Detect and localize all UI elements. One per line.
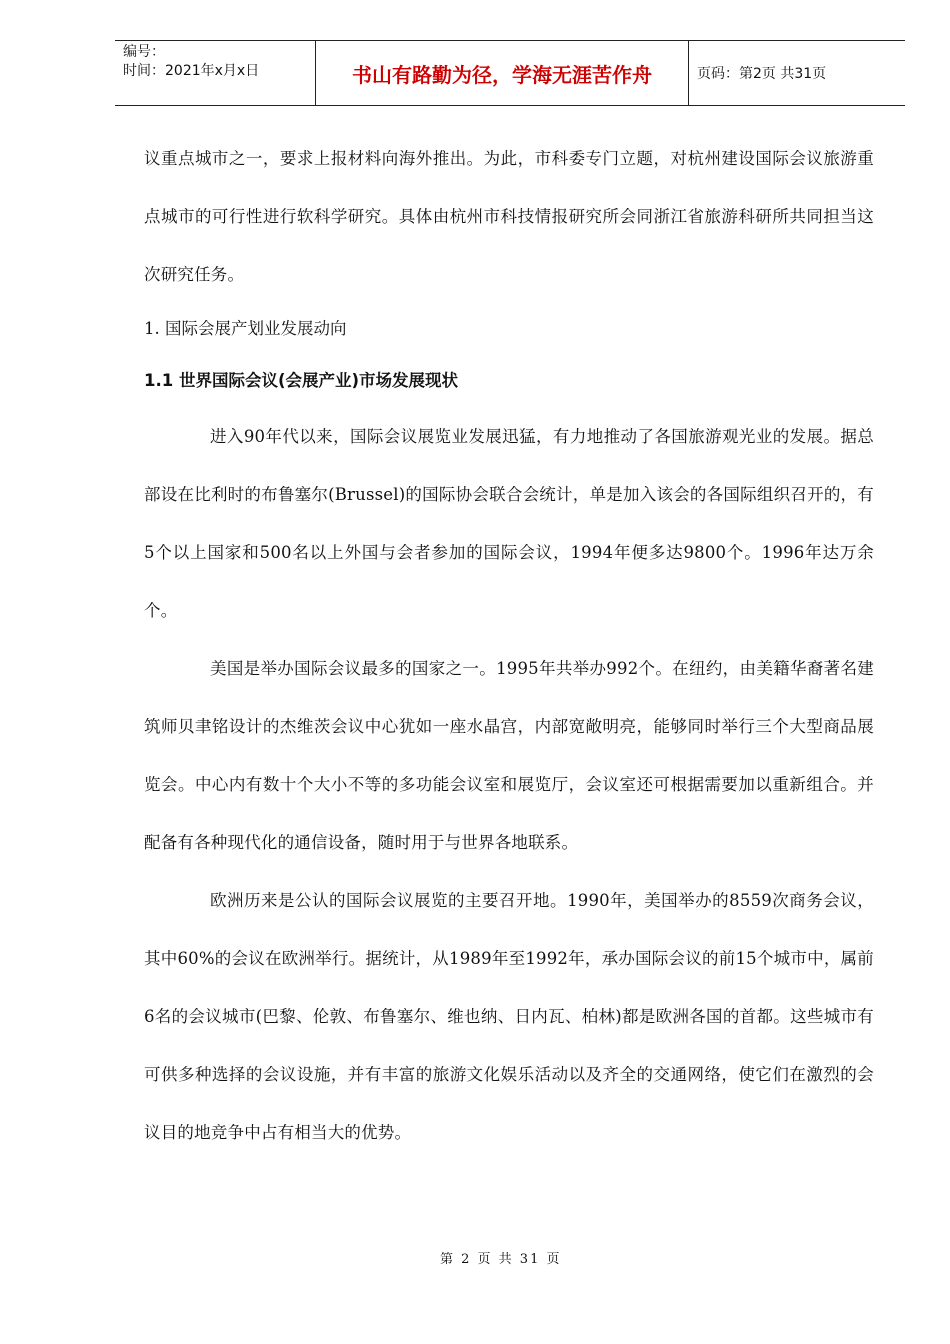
page-header — [115, 40, 905, 106]
serial-number-label: 编号： — [123, 44, 165, 60]
page-footer: 第 2 页 共 31 页 — [440, 1252, 562, 1267]
header-motto: 书山有路勤为径，学海无涯苦作舟 — [352, 62, 652, 87]
paragraph: 美国是举办国际会议最多的国家之一。1995年共举办992个。在纽约，由美籍华裔著名建筑师贝聿铭设计的杰维茨会议中心犹如一座水晶宫，内部宽敞明亮，能够同时举行三个大型商品展览会。中心内有数十个大小不等的多功能会议室和展览厅，会议室还可根据需要加以重新组合。并配备有各种现代化的通信设备，随时用于与世界各地联系。 — [144, 659, 874, 852]
document-body — [144, 130, 874, 1162]
date-label: 时间：2021年x月x日 — [123, 63, 260, 79]
header-meta — [123, 43, 259, 81]
subsection-heading: 1.1 世界国际会议(会展产业)市场发展现状 — [144, 371, 459, 390]
paragraph: 进入90年代以来，国际会议展览业发展迅猛，有力地推动了各国旅游观光业的发展。据总部设在比利时的布鲁塞尔(Brussel)的国际协会联合会统计，单是加入该会的各国际组织召开的，有5个以上国家和500名以上外国与会者参加的国际会议，1994年便多达9800个。1996年达万余个。 — [144, 427, 874, 620]
paragraph: 欧洲历来是公认的国际会议展览的主要召开地。1990年，美国举办的8559次商务会议，其中60%的会议在欧洲举行。据统计，从1989年至1992年，承办国际会议的前15个城市中，属前6名的会议城市(巴黎、伦敦、布鲁塞尔、维也纳、日内瓦、柏林)都是欧洲各国的首都。这些城市有可供多种选择的会议设施，并有丰富的旅游文化娱乐活动以及齐全的交通网络，使它们在激烈的会议目的地竞争中占有相当大的优势。 — [144, 891, 874, 1142]
paragraph-continued: 议重点城市之一，要求上报材料向海外推出。为此，市科委专门立题，对杭州建设国际会议旅游重点城市的可行性进行软科学研究。具体由杭州市科技情报研究所会同浙江省旅游科研所共同担当这次研究任务。 — [144, 149, 874, 284]
section-title: 1. 国际会展产划业发展动向 — [144, 319, 347, 338]
header-divider — [688, 41, 689, 105]
header-page-info: 页码：第2页 共31页 — [697, 66, 827, 82]
